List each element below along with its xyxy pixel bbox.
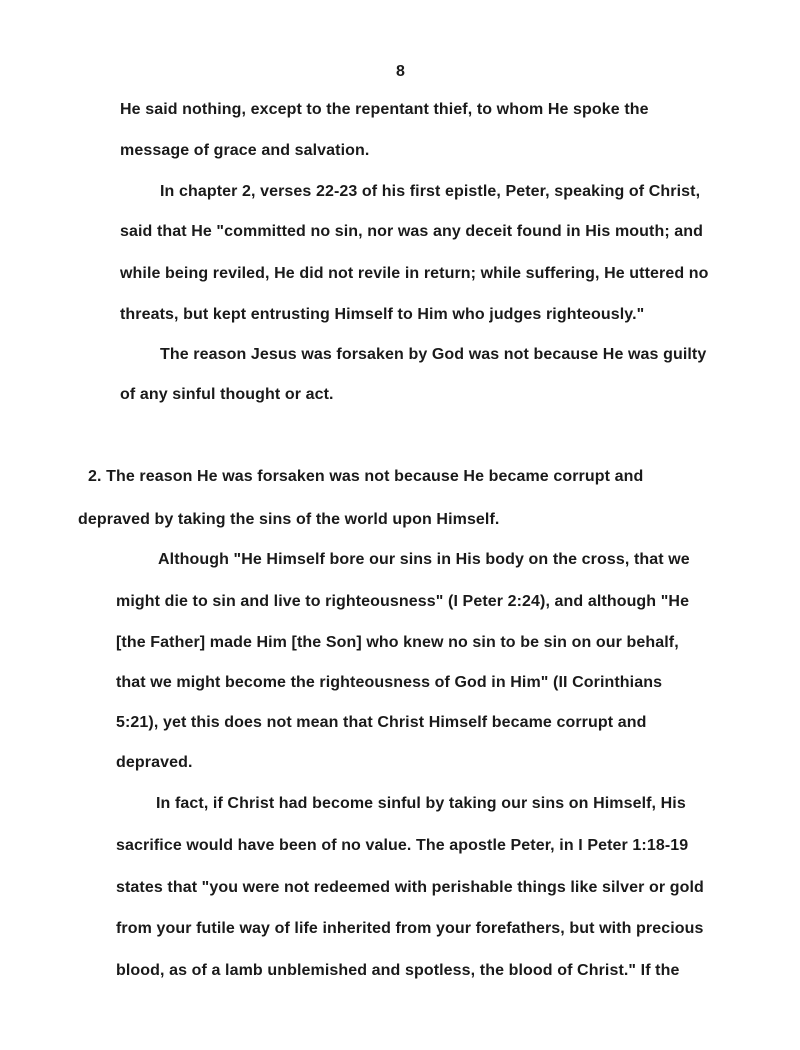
text-line: 5:21), yet this does not mean that Christ Himself became corrupt and (116, 714, 647, 731)
text-line: might die to sin and live to righteousness" (I Peter 2:24), and although "He (116, 593, 690, 610)
text-line: from your futile way of life inherited from your forefathers, but with precious (116, 920, 704, 937)
text-line: message of grace and salvation. (120, 142, 370, 159)
text-line: The reason Jesus was forsaken by God was not because He was guilty (160, 346, 707, 363)
section-heading: 2. The reason He was forsaken was not because He became corrupt and (88, 468, 644, 485)
text-line: states that "you were not redeemed with perishable things like silver or gold (116, 879, 704, 896)
text-line: In chapter 2, verses 22-23 of his first epistle, Peter, speaking of Christ, (160, 183, 701, 200)
text-line: while being reviled, He did not revile in return; while suffering, He uttered no (120, 265, 709, 282)
text-line: In fact, if Christ had become sinful by taking our sins on Himself, His (156, 795, 686, 812)
page-number: 8 (396, 63, 405, 80)
text-line: sacrifice would have been of no value. The apostle Peter, in I Peter 1:18-19 (116, 837, 689, 854)
text-line: depraved. (116, 754, 193, 771)
text-line: Although "He Himself bore our sins in His body on the cross, that we (158, 551, 690, 568)
text-line: threats, but kept entrusting Himself to Him who judges righteously." (120, 306, 645, 323)
text-line: that we might become the righteousness of God in Him" (II Corinthians (116, 674, 663, 691)
section-heading: depraved by taking the sins of the world upon Himself. (78, 511, 500, 528)
text-line: of any sinful thought or act. (120, 386, 334, 403)
text-line: He said nothing, except to the repentant thief, to whom He spoke the (120, 101, 649, 118)
text-line: blood, as of a lamb unblemished and spotless, the blood of Christ." If the (116, 962, 680, 979)
text-line: said that He "committed no sin, nor was any deceit found in His mouth; and (120, 223, 704, 240)
text-line: [the Father] made Him [the Son] who knew no sin to be sin on our behalf, (116, 634, 679, 651)
